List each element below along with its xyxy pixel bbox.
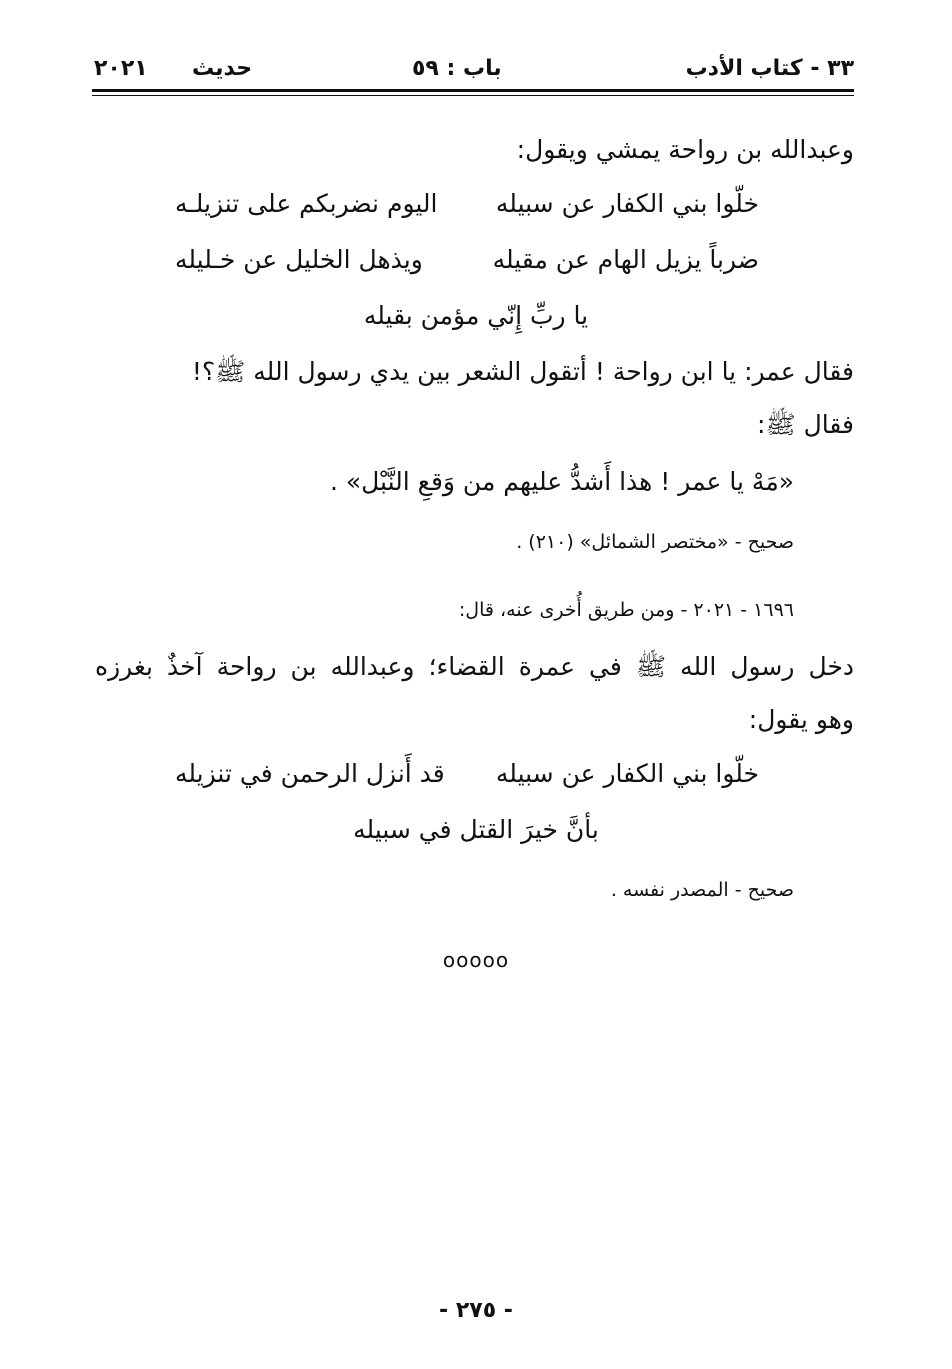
verse1-left-hemistich: اليوم نضربكم على تنزيلـه	[175, 189, 438, 218]
header-book-title: ٣٣ - كتاب الأدب	[685, 56, 854, 81]
header-chapter: باب : ٥٩	[412, 56, 502, 81]
hadith-number-intro: ١٦٩٦ - ٢٠٢١ - ومن طريق أُخرى عنه، قال:	[458, 599, 794, 621]
header-rule-thin	[92, 95, 854, 96]
verse4-left-hemistich: قد أَنزل الرحمن في تنزيله	[175, 759, 445, 788]
grading-note-1: صحيح - «مختصر الشمائل» (٢١٠) .	[516, 531, 794, 553]
prophet-quote-line: «مَهْ يا عمر ! هذا أَشدُّ عليهم من وَقعِ النَّبْل» .	[329, 467, 794, 496]
verse1-right-hemistich: خلّوا بني الكفار عن سبيله	[495, 189, 759, 218]
section-separator: ooooo	[442, 948, 510, 972]
header-hadith-label: حديث	[192, 56, 253, 81]
umar-said-line: فقال عمر: يا ابن رواحة ! أتقول الشعر بين يدي رسول الله ﷺ؟!	[191, 357, 854, 386]
verse2-right-hemistich: ضرباً يزيل الهام عن مقيله	[492, 245, 759, 274]
verse5-line: بأنَّ خيرَ القتل في سبيله	[353, 815, 599, 844]
verse3-line: يا ربِّ إِنّي مؤمن بقيله	[363, 301, 589, 330]
verse4-right-hemistich: خلّوا بني الكفار عن سبيله	[495, 759, 759, 788]
page-number: - ٢٧٥ -	[439, 1298, 513, 1323]
verse2-left-hemistich: ويذهل الخليل عن خـليله	[175, 245, 423, 274]
intro-line: وعبدالله بن رواحة يمشي ويقول:	[516, 135, 854, 164]
header-hadith-number: ٢٠٢١	[94, 56, 148, 81]
header-rule-thick	[92, 89, 854, 92]
grading-note-2: صحيح - المصدر نفسه .	[610, 879, 794, 901]
prophet-said-line: فقال ﷺ:	[757, 410, 854, 439]
entered-line-2: وهو يقول:	[748, 705, 854, 734]
running-header	[92, 50, 854, 90]
entered-line-1: دخل رسول الله ﷺ في عمرة القضاء؛ وعبدالله بن رواحة آخذٌ بغرزه	[95, 652, 854, 681]
